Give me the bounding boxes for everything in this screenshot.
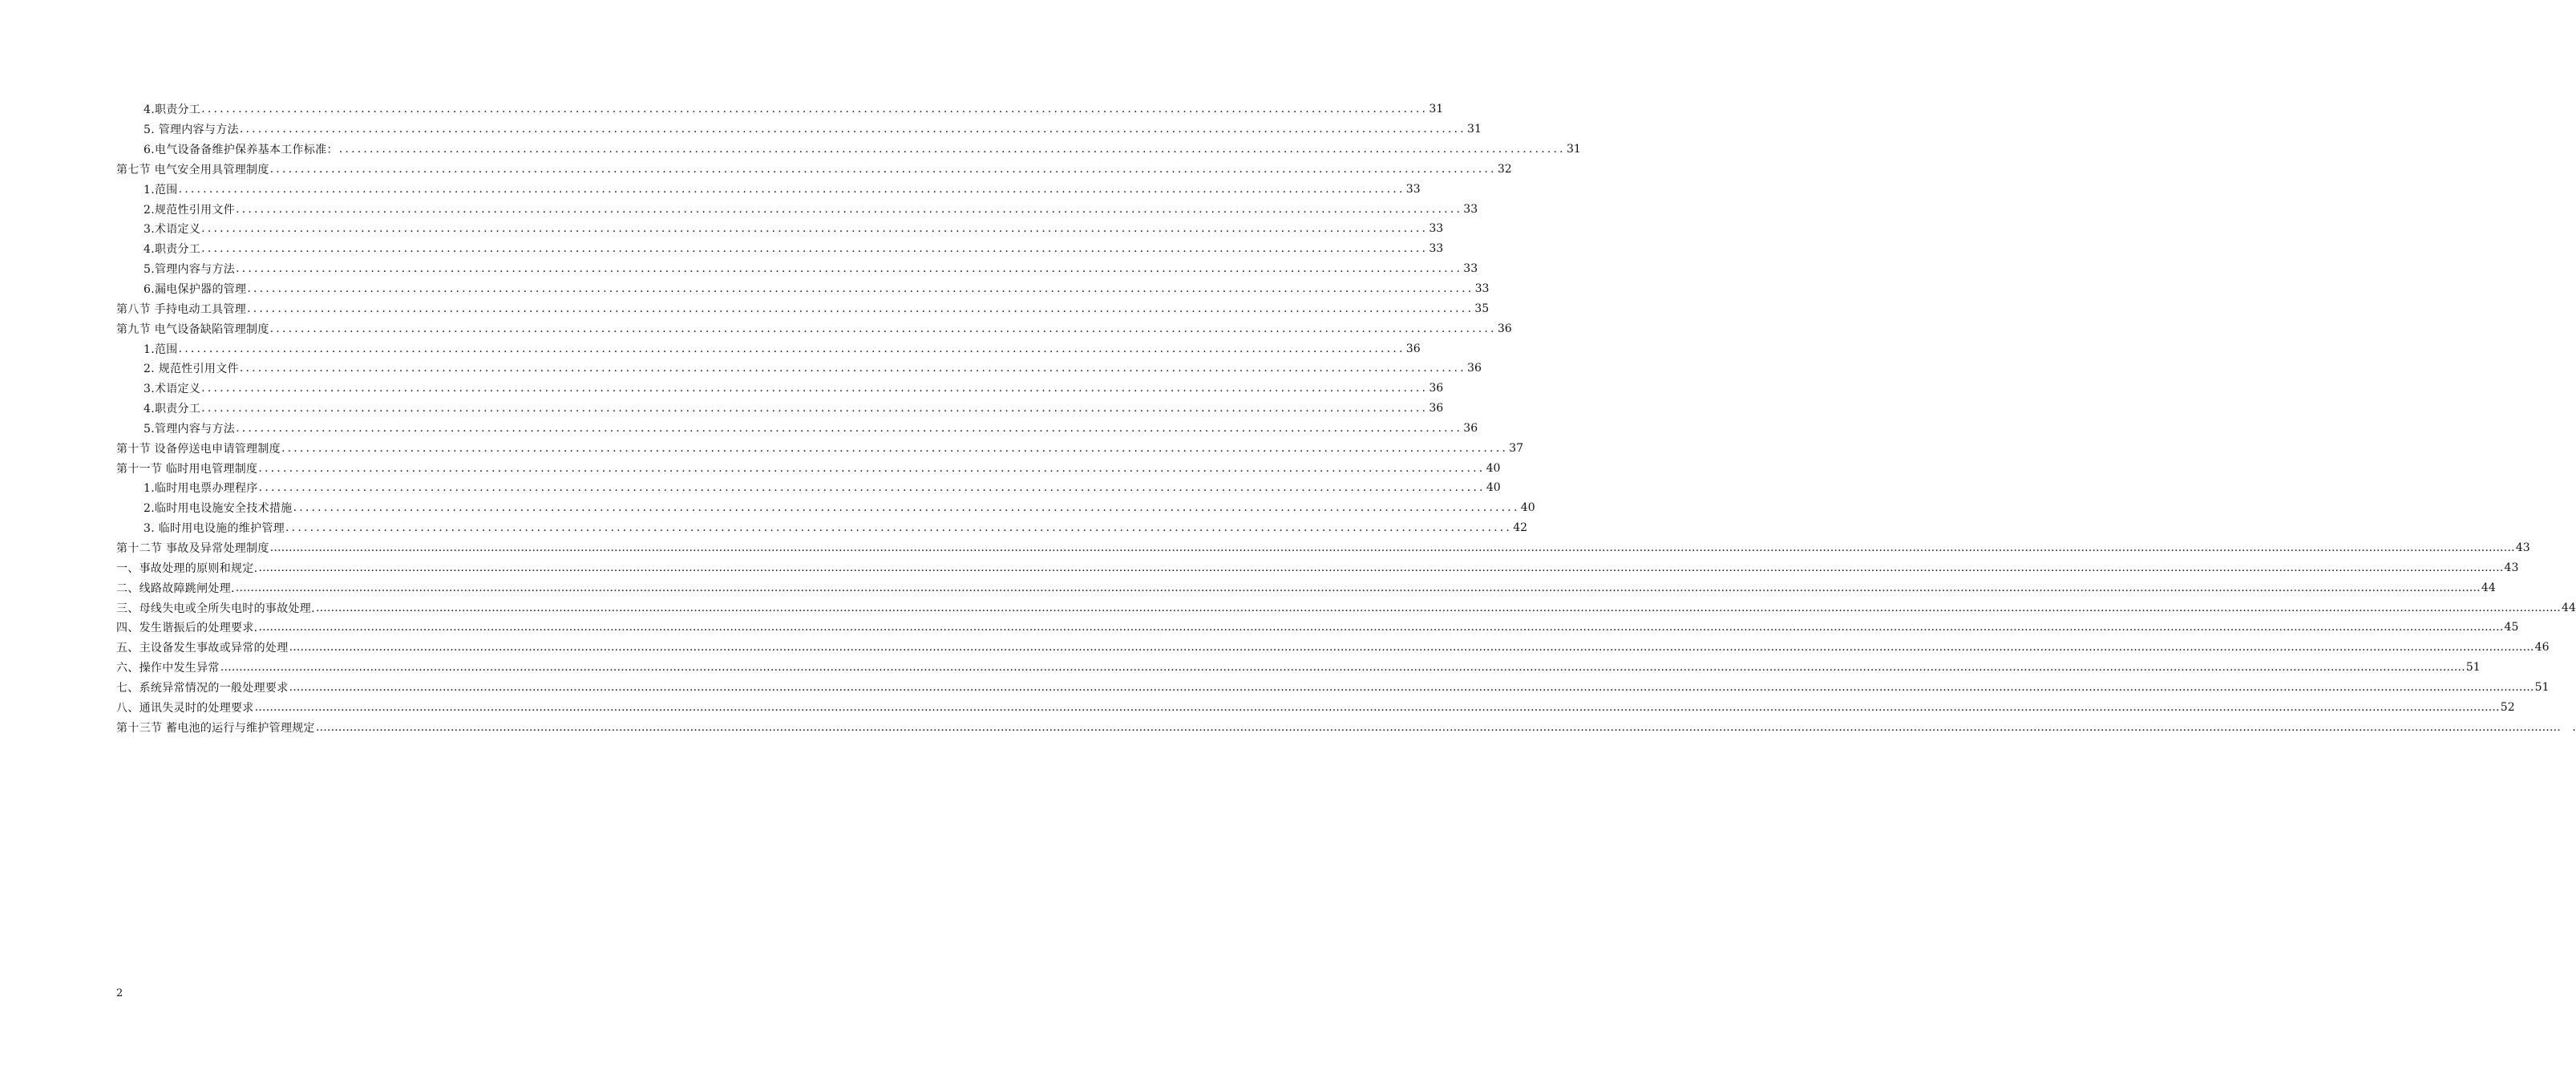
toc-entry[interactable] <box>116 219 1444 239</box>
toc-entry-title: 6.漏电保护器的管理 <box>144 283 247 297</box>
dot-leader: ........................................................................................................................................................................................................ <box>201 242 1429 256</box>
toc-entry-page: 46 <box>2534 641 2550 654</box>
dot-leader: …………………………………………………………………………………………………………………………………………………………………………………………………………………………………………………………………………………………………………………………………………………………………………………………………………………………………………………………………………………………………………………………………………………… <box>289 680 2534 694</box>
toc-entry-page: 51 <box>2534 680 2550 694</box>
toc-entry[interactable] <box>116 259 1478 279</box>
dot-leader: ........................................................................................................................................................................................................ <box>247 282 1474 296</box>
toc-entry-title: 1.临时用电票办理程序 <box>144 482 258 496</box>
toc-entry-page: 43 <box>2504 561 2519 574</box>
toc-entry-page: 33 <box>1463 202 1478 216</box>
dot-leader: ........................................................................................................................................................................................................ <box>178 182 1405 196</box>
toc-entry-title: 第十二节 事故及异常处理制度 <box>116 541 269 555</box>
toc-entry-page: 36 <box>1429 402 1444 415</box>
toc-entry-page: 36 <box>1467 362 1482 375</box>
toc-entry[interactable] <box>116 179 1421 199</box>
toc-entry-title: 二、线路故障跳闸处理. <box>116 582 235 595</box>
toc-entry[interactable] <box>116 658 2481 678</box>
toc-entry-title: 3. 临时用电设施的维护管理 <box>144 522 285 536</box>
dot-leader: ........................................................................................................................................................................................................ <box>285 521 1513 535</box>
toc-entry-page: 33 <box>1429 222 1444 236</box>
page-number: 2 <box>116 987 123 999</box>
dot-leader: ........................................................................................................................................................................................................ <box>239 123 1466 136</box>
toc-entry[interactable] <box>116 717 2576 737</box>
toc-entry[interactable] <box>116 557 2519 578</box>
toc-entry-title: 三、母线失电或全所失电时的事故处理. <box>116 602 315 615</box>
dot-leader: ........................................................................................................................................................................................................ <box>201 402 1429 415</box>
toc-entry-title: 2. 规范性引用文件 <box>144 363 239 376</box>
toc-entry-title: 5. 管理内容与方法 <box>144 124 239 137</box>
toc-entry-title: 2.规范性引用文件 <box>144 203 236 217</box>
dot-leader: …………………………………………………………………………………………………………………………………………………………………………………………………………………………………………………………………………………………………………………………………………………………………………………………………………………………………………………………………………………………………………………………………………………… <box>220 661 2465 675</box>
dot-leader: ........................................................................................................................................................................................................ <box>239 362 1466 375</box>
toc-entry[interactable] <box>116 239 1444 259</box>
dot-leader: ........................................................................................................................................................................................................ <box>293 501 1520 515</box>
toc-entry[interactable] <box>116 498 1535 518</box>
dot-leader: ........................................................................................................................................................................................................ <box>338 143 1566 156</box>
toc-entry-title: 3.术语定义 <box>144 223 201 237</box>
dot-leader: …………………………………………………………………………………………………………………………………………………………………………………………………………………………………………………………………………………………………………………………………………………………………………………………………………………………………………………………………………………………………………………………………………………… <box>269 541 2515 554</box>
toc-entry-page: 37 <box>1509 441 1523 455</box>
toc-entry[interactable] <box>116 618 2519 638</box>
toc-entry[interactable] <box>116 379 1444 399</box>
toc-entry-page: 40 <box>1520 501 1535 515</box>
toc-entry-page: 36 <box>1463 421 1478 435</box>
toc-entry-title: 一、事故处理的原则和规定. <box>116 561 258 575</box>
toc-entry[interactable] <box>116 399 1444 419</box>
toc-entry-page: 44 <box>2562 601 2576 614</box>
toc-entry-title: 七、系统异常情况的一般处理要求 <box>116 681 289 695</box>
toc-entry-page: 31 <box>1566 143 1581 156</box>
toc-entry[interactable] <box>116 160 1512 180</box>
toc-entry-title: 3.术语定义 <box>144 383 201 396</box>
toc-entry[interactable] <box>116 677 2550 697</box>
toc-entry[interactable] <box>116 578 2496 598</box>
toc-entry[interactable] <box>116 638 2550 658</box>
toc-entry-title: 4.职责分工 <box>144 243 201 257</box>
toc-entry-title: 第十节 设备停送电申请管理制度 <box>116 442 281 456</box>
dot-leader: …………………………………………………………………………………………………………………………………………………………………………………………………………………………………………………………………………………………………………………………………………………………………………………………………………………………………………………………………………………………………………………………………………………… <box>258 621 2504 634</box>
toc-entry-page: 40 <box>1486 481 1501 495</box>
dot-leader: …………………………………………………………………………………………………………………………………………………………………………………………………………………………………………………………………………………………………………………………………………………………………………………………………………………………………………………………………………………………………………………………………………………… <box>235 581 2481 594</box>
dot-leader: …………………………………………………………………………………………………………………………………………………………………………………………………………………………………………………………………………………………………………………………………………………………………………………………………………………………………………………………………………………………………………………………………………………… <box>315 601 2561 614</box>
toc-entry-page: 36 <box>1405 342 1421 355</box>
toc-entry[interactable] <box>116 140 1581 160</box>
toc-entry-title: 五、主设备发生事故或异常的处理 <box>116 642 289 655</box>
dot-leader: ........................................................................................................................................................................................................ <box>236 202 1463 216</box>
toc-entry-title: 5.管理内容与方法 <box>144 263 236 277</box>
toc-entry-page: 33 <box>1405 182 1421 196</box>
toc-entry-page: 45 <box>2504 621 2519 634</box>
toc-entry-title: 6.电气设备备维护保养基本工作标准： <box>144 144 338 157</box>
toc-entry-page: 51 <box>2465 661 2481 675</box>
dot-leader: …………………………………………………………………………………………………………………………………………………………………………………………………………………………………………………………………………………………………………………………………………………………………………………………………………………………………………………………………………………………………………………………………………………… <box>258 561 2504 574</box>
toc-entry-page: 33 <box>1474 282 1490 296</box>
toc-entry[interactable] <box>116 458 1501 478</box>
toc-entry-title: 八、通讯失灵时的处理要求 <box>116 701 254 715</box>
toc-entry[interactable] <box>116 478 1501 498</box>
dot-leader: …………………………………………………………………………………………………………………………………………………………………………………………………………………………………………………………………………………………………………………………………………………………………………………………………………………………………………………………………………………………………………………………………………………… <box>315 720 2561 734</box>
dot-leader: …………………………………………………………………………………………………………………………………………………………………………………………………………………………………………………………………………………………………………………………………………………………………………………………………………………………………………………………………………………………………………………………………………………… <box>289 641 2534 654</box>
toc-entry[interactable] <box>116 438 1523 458</box>
toc-entry-title: 第九节 电气设备缺陷管理制度 <box>116 322 269 336</box>
toc-entry-title: 四、发生谐振后的处理要求. <box>116 622 258 635</box>
toc-entry[interactable] <box>116 598 2576 618</box>
dot-leader: ........................................................................................................................................................................................................ <box>281 441 1508 455</box>
toc-entry-page: 35 <box>1474 302 1490 315</box>
toc-entry-title: 4.职责分工 <box>144 403 201 416</box>
toc-entry-page: 40 <box>1486 461 1501 475</box>
toc-entry[interactable] <box>116 538 2530 558</box>
toc-entry-page: 44 <box>2481 581 2496 594</box>
dot-leader: ........................................................................................................................................................................................................ <box>236 421 1463 435</box>
toc-entry-page: . <box>2572 720 2576 734</box>
toc-entry-title: 第七节 电气安全用具管理制度 <box>116 163 269 176</box>
toc-entry[interactable] <box>116 419 1478 439</box>
toc-entry-title: 六、操作中发生异常 <box>116 662 220 675</box>
toc-entry-page: 36 <box>1429 382 1444 395</box>
toc-entry[interactable] <box>116 298 1490 318</box>
toc-entry-title: 第十三节 蓄电池的运行与维护管理规定 <box>116 721 315 735</box>
table-of-contents <box>116 99 2576 737</box>
toc-entry-page: 43 <box>2515 541 2530 554</box>
toc-entry-title: 第八节 手持电动工具管理 <box>116 302 247 316</box>
toc-entry-page: 36 <box>1497 322 1512 335</box>
toc-entry[interactable] <box>116 697 2515 717</box>
toc-entry[interactable] <box>116 199 1478 219</box>
toc-entry-page: 31 <box>1467 123 1482 136</box>
toc-entry-page: 31 <box>1429 103 1444 116</box>
dot-leader: ........................................................................................................................................................................................................ <box>201 382 1429 395</box>
toc-entry[interactable] <box>116 120 1482 140</box>
toc-entry-title: 2.临时用电设施安全技术措施 <box>144 502 293 516</box>
dot-leader: ........................................................................................................................................................................................................ <box>201 103 1429 116</box>
dot-leader: ........................................................................................................................................................................................................ <box>247 302 1474 315</box>
toc-entry-title: 5.管理内容与方法 <box>144 422 236 436</box>
toc-entry[interactable] <box>116 99 1444 120</box>
dot-leader: ........................................................................................................................................................................................................ <box>269 162 1497 176</box>
toc-entry[interactable] <box>116 518 1528 538</box>
toc-entry[interactable] <box>116 338 1421 359</box>
toc-entry-page: 33 <box>1429 242 1444 256</box>
dot-leader: ........................................................................................................................................................................................................ <box>258 461 1486 475</box>
toc-entry-title: 1.范围 <box>144 342 178 356</box>
toc-entry[interactable] <box>116 359 1482 379</box>
toc-entry-page: 52 <box>2500 700 2515 714</box>
toc-entry[interactable] <box>116 279 1490 299</box>
dot-leader: ........................................................................................................................................................................................................ <box>269 322 1497 335</box>
dot-leader: ........................................................................................................................................................................................................ <box>178 342 1405 355</box>
toc-entry-page: 33 <box>1463 262 1478 276</box>
toc-entry-title: 第十一节 临时用电管理制度 <box>116 462 258 476</box>
dot-leader: ........................................................................................................................................................................................................ <box>236 262 1463 276</box>
dot-leader: …………………………………………………………………………………………………………………………………………………………………………………………………………………………………………………………………………………………………………………………………………………………………………………………………………………………………………………………………………………………………………………………………………………… <box>254 700 2500 714</box>
toc-entry-page: 42 <box>1513 521 1528 535</box>
dot-leader: ........................................................................................................................................................................................................ <box>201 222 1429 236</box>
toc-entry[interactable] <box>116 318 1512 338</box>
dot-leader: ........................................................................................................................................................................................................ <box>258 481 1486 495</box>
toc-entry-title: 1.范围 <box>144 183 178 197</box>
toc-entry-page: 32 <box>1497 162 1512 176</box>
toc-entry-title: 4.职责分工 <box>144 103 201 117</box>
